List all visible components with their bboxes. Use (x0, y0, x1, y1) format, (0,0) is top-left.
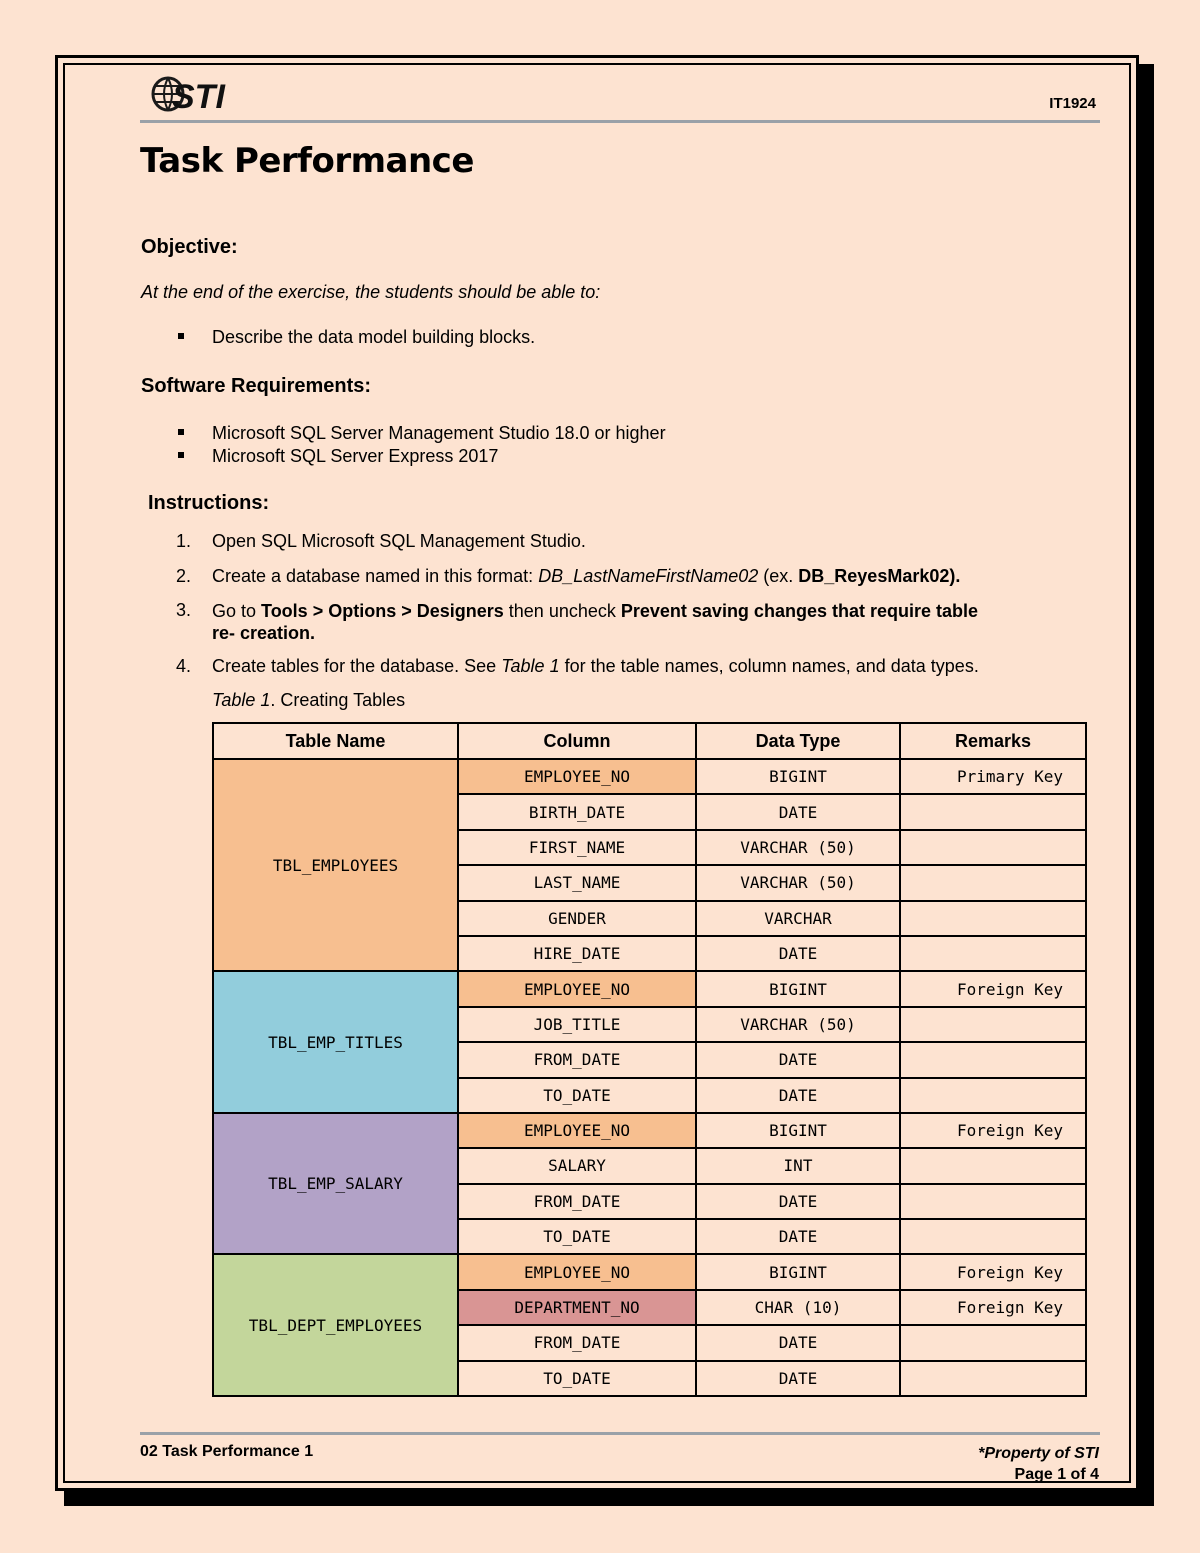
step-2-text (212, 566, 960, 587)
step-number: 4. (176, 656, 192, 676)
menu-designers: Designers (416, 601, 504, 621)
table-caption (212, 690, 405, 711)
software-item: Microsoft SQL Server Express 2017 (212, 446, 499, 466)
data-type-cell: CHAR (10) (696, 1290, 900, 1325)
step-1-text: Open SQL Microsoft SQL Management Studio. (212, 531, 586, 551)
remarks-cell (900, 794, 1086, 829)
data-type-cell: DATE (696, 1042, 900, 1077)
menu-sep: > (396, 601, 417, 621)
remarks-cell (900, 1078, 1086, 1113)
step-number: 2. (176, 566, 192, 586)
column-cell: EMPLOYEE_NO (458, 1254, 696, 1289)
data-type-cell: INT (696, 1148, 900, 1183)
data-type-cell: DATE (696, 1184, 900, 1219)
step-3-pre: Go to (212, 601, 262, 621)
page-title: Task Performance (140, 141, 474, 181)
footer-rule (140, 1432, 1100, 1435)
column-cell: FROM_DATE (458, 1184, 696, 1219)
property-notice: *Property of STI (978, 1445, 1099, 1462)
menu-options: Options (328, 601, 397, 621)
remarks-cell: Foreign Key (900, 1113, 1086, 1148)
data-type-cell: DATE (696, 794, 900, 829)
table-name-cell: TBL_DEPT_EMPLOYEES (213, 1254, 458, 1396)
header-table-name: Table Name (213, 723, 458, 759)
db-name-example: DB_ReyesMark02 (798, 566, 950, 586)
data-type-cell: BIGINT (696, 971, 900, 1006)
column-cell: LAST_NAME (458, 865, 696, 900)
data-type-cell: BIGINT (696, 1113, 900, 1148)
header-data-type: Data Type (696, 723, 900, 759)
table-caption-text: . Creating Tables (270, 690, 406, 710)
objective-intro: At the end of the exercise, the students should be able to: (141, 282, 601, 302)
column-cell: EMPLOYEE_NO (458, 971, 696, 1006)
column-cell: TO_DATE (458, 1078, 696, 1113)
step-2-pre: Create a database named in this format: (212, 566, 539, 586)
remarks-cell: Foreign Key (900, 1254, 1086, 1289)
remarks-cell (900, 1148, 1086, 1183)
remarks-cell: Foreign Key (900, 971, 1086, 1006)
column-cell: EMPLOYEE_NO (458, 1113, 696, 1148)
table-name-cell: TBL_EMP_SALARY (213, 1113, 458, 1255)
table-caption-label: Table 1 (212, 690, 271, 710)
menu-sep: > (307, 601, 329, 621)
step-2-post: ). (949, 566, 961, 586)
table-row (213, 971, 1086, 1006)
step-4-text (212, 656, 979, 677)
remarks-cell (900, 1042, 1086, 1077)
step-3-text (212, 600, 1072, 644)
table-row (213, 759, 1086, 794)
table-header-row (213, 723, 1086, 759)
remarks-cell (900, 1325, 1086, 1360)
menu-tools: Tools (261, 601, 308, 621)
setting-name-cont: re- creation. (212, 623, 316, 643)
data-type-cell: DATE (696, 1325, 900, 1360)
column-cell: FIRST_NAME (458, 830, 696, 865)
column-cell: SALARY (458, 1148, 696, 1183)
remarks-cell (900, 1361, 1086, 1396)
data-type-cell: DATE (696, 1219, 900, 1254)
column-cell: TO_DATE (458, 1361, 696, 1396)
data-type-cell: VARCHAR (50) (696, 1007, 900, 1042)
data-type-cell: DATE (696, 1361, 900, 1396)
sti-logo (150, 72, 240, 116)
remarks-cell: Primary Key (900, 759, 1086, 794)
table-name-cell: TBL_EMPLOYEES (213, 759, 458, 971)
step-number: 3. (176, 600, 192, 620)
data-type-cell: DATE (696, 1078, 900, 1113)
software-heading: Software Requirements: (141, 375, 372, 397)
db-name-format: DB_LastNameFirstName02 (538, 566, 759, 586)
remarks-cell (900, 1219, 1086, 1254)
data-type-cell: BIGINT (696, 1254, 900, 1289)
column-cell: GENDER (458, 901, 696, 936)
step-2-mid: (ex. (758, 566, 799, 586)
objective-heading: Objective: (141, 236, 238, 258)
column-cell: FROM_DATE (458, 1325, 696, 1360)
column-cell: TO_DATE (458, 1219, 696, 1254)
column-cell: EMPLOYEE_NO (458, 759, 696, 794)
setting-name: Prevent saving changes that require table (620, 601, 978, 621)
table-row (213, 1254, 1086, 1289)
remarks-cell (900, 936, 1086, 971)
column-cell: HIRE_DATE (458, 936, 696, 971)
creating-tables-table (212, 722, 1087, 1397)
logo-text: STI (172, 78, 225, 116)
step-number: 1. (176, 531, 192, 551)
instructions-heading: Instructions: (148, 492, 270, 514)
bullet-icon (178, 452, 184, 458)
data-type-cell: VARCHAR (696, 901, 900, 936)
column-cell: DEPARTMENT_NO (458, 1290, 696, 1325)
data-type-cell: VARCHAR (50) (696, 865, 900, 900)
data-type-cell: VARCHAR (50) (696, 830, 900, 865)
software-item: Microsoft SQL Server Management Studio 18.0 or higher (212, 423, 666, 443)
header-column: Column (458, 723, 696, 759)
remarks-cell (900, 830, 1086, 865)
step-4-post: for the table names, column names, and data types. (559, 656, 979, 676)
data-type-cell: BIGINT (696, 759, 900, 794)
table-ref: Table 1 (501, 656, 560, 676)
remarks-cell (900, 901, 1086, 936)
remarks-cell: Foreign Key (900, 1290, 1086, 1325)
remarks-cell (900, 1007, 1086, 1042)
step-4-pre: Create tables for the database. See (212, 656, 502, 676)
remarks-cell (900, 1184, 1086, 1219)
objective-item: Describe the data model building blocks. (212, 327, 536, 347)
column-cell: FROM_DATE (458, 1042, 696, 1077)
footer-doc-title: 02 Task Performance 1 (140, 1443, 314, 1460)
column-cell: BIRTH_DATE (458, 794, 696, 829)
data-type-cell: DATE (696, 936, 900, 971)
table-name-cell: TBL_EMP_TITLES (213, 971, 458, 1113)
header-remarks: Remarks (900, 723, 1086, 759)
bullet-icon (178, 429, 184, 435)
remarks-cell (900, 865, 1086, 900)
footer-right (978, 1443, 1099, 1485)
header-rule (140, 120, 1100, 123)
column-cell: JOB_TITLE (458, 1007, 696, 1042)
table-row (213, 1113, 1086, 1148)
step-3-mid: then uncheck (503, 601, 621, 621)
bullet-icon (178, 333, 184, 339)
page-number: Page 1 of 4 (1014, 1466, 1099, 1483)
course-code: IT1924 (1049, 95, 1096, 112)
